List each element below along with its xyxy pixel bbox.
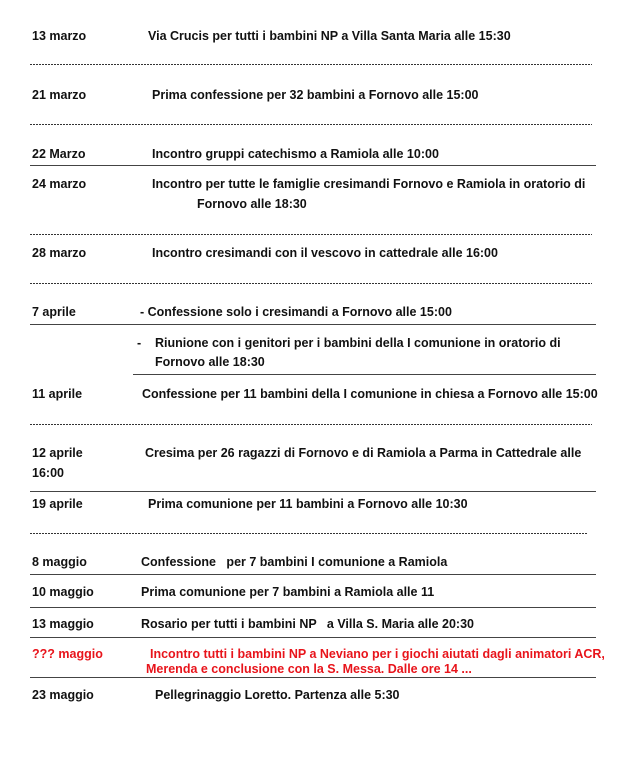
event-date: 28 marzo — [32, 246, 87, 260]
event-description: Incontro per tutte le famiglie cresimandi Fornovo e Ramiola in oratorio di — [152, 177, 586, 191]
event-date: 24 marzo — [32, 177, 87, 191]
dashed-divider — [30, 124, 592, 125]
event-description: Prima confessione per 32 bambini a Fornovo alle 15:00 — [152, 88, 479, 102]
event-date: 21 marzo — [32, 88, 87, 102]
event-description: Rosario per tutti i bambini NP a Villa S. Maria alle 20:30 — [141, 617, 474, 631]
solid-divider — [30, 637, 596, 638]
solid-divider — [30, 677, 596, 678]
dashed-divider — [30, 234, 592, 235]
dashed-divider — [30, 533, 588, 534]
event-date: 23 maggio — [32, 688, 94, 702]
event-description-highlight-continued: Merenda e conclusione con la S. Messa. Dalle ore 14 ... — [146, 662, 472, 676]
event-date: 19 aprile — [32, 497, 83, 511]
event-date: 13 marzo — [32, 29, 87, 43]
solid-divider — [30, 491, 596, 492]
event-date-continued: 16:00 — [32, 466, 64, 480]
dashed-divider — [30, 424, 592, 425]
event-description-continued: Fornovo alle 18:30 — [155, 355, 265, 369]
dashed-divider — [30, 283, 592, 284]
event-description: Riunione con i genitori per i bambini della I comunione in oratorio di — [155, 336, 561, 350]
bullet-dash: - — [137, 336, 142, 350]
event-description-continued: Fornovo alle 18:30 — [197, 197, 307, 211]
solid-divider — [133, 374, 596, 375]
event-description: Incontro cresimandi con il vescovo in cattedrale alle 16:00 — [152, 246, 498, 260]
event-description: Confessione per 11 bambini della I comunione in chiesa a Fornovo alle 15:00 — [142, 387, 598, 401]
event-date: 22 Marzo — [32, 147, 86, 161]
solid-divider — [30, 324, 596, 325]
event-description: Prima comunione per 7 bambini a Ramiola alle 11 — [141, 585, 435, 599]
event-description-highlight: Incontro tutti i bambini NP a Neviano per i giochi aiutati dagli animatori ACR, — [150, 647, 605, 661]
event-description: Confessione per 7 bambini I comunione a Ramiola — [141, 555, 448, 569]
event-description: Prima comunione per 11 bambini a Fornovo alle 10:30 — [148, 497, 468, 511]
event-description: Cresima per 26 ragazzi di Fornovo e di Ramiola a Parma in Cattedrale alle — [145, 446, 582, 460]
event-date: 8 maggio — [32, 555, 87, 569]
event-date: 13 maggio — [32, 617, 94, 631]
solid-divider — [30, 574, 596, 575]
event-description: - Confessione solo i cresimandi a Fornovo alle 15:00 — [140, 305, 452, 319]
solid-divider — [30, 607, 596, 608]
event-date: 12 aprile — [32, 446, 83, 460]
event-date: 11 aprile — [32, 387, 83, 401]
event-description: Via Crucis per tutti i bambini NP a Villa Santa Maria alle 15:30 — [148, 29, 511, 43]
event-date: 7 aprile — [32, 305, 76, 319]
event-description: Pellegrinaggio Loretto. Partenza alle 5:30 — [155, 688, 400, 702]
event-date: 10 maggio — [32, 585, 94, 599]
dashed-divider — [30, 64, 592, 65]
solid-divider — [30, 165, 596, 166]
event-date-highlight: ??? maggio — [32, 647, 103, 661]
event-description: Incontro gruppi catechismo a Ramiola alle 10:00 — [152, 147, 439, 161]
